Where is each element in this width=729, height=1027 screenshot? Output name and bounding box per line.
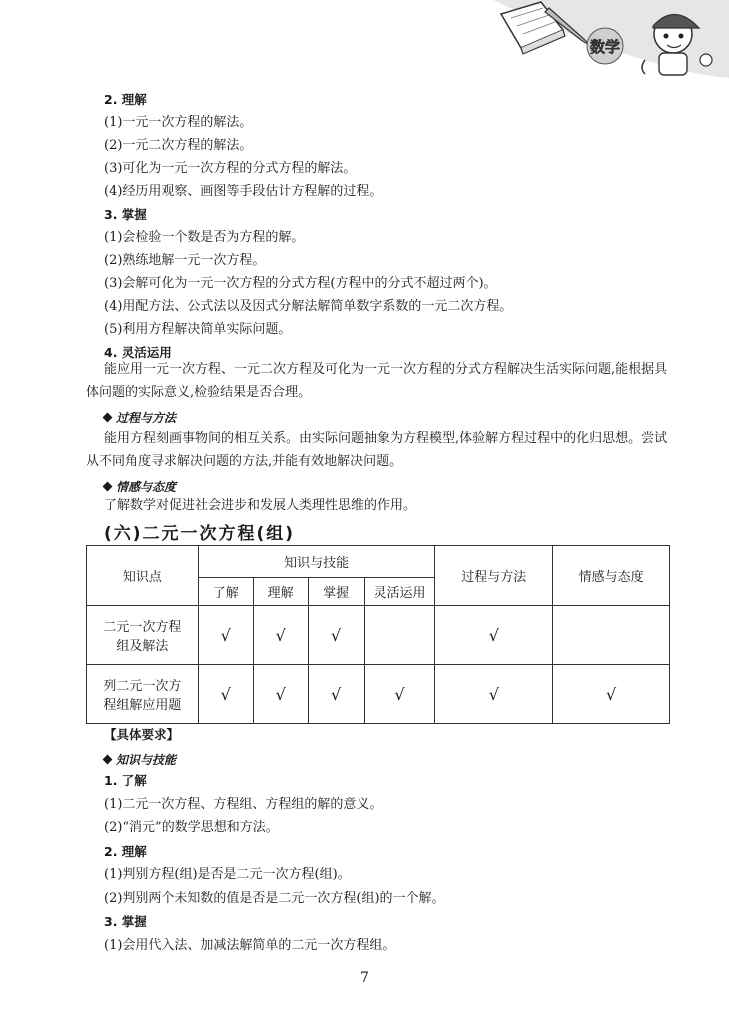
section-subtitle: (六)二元一次方程(组)	[104, 524, 296, 544]
list-item: (1)二元一次方程、方程组、方程组的解的意义。	[104, 796, 383, 812]
list-heading: 1. 了解	[104, 773, 147, 788]
subheader-master: 掌握	[308, 578, 364, 606]
requirements-table	[86, 545, 670, 724]
specific-requirements-label: 【具体要求】	[104, 727, 180, 742]
check-cell	[553, 606, 670, 665]
check-cell: √	[364, 665, 435, 724]
paragraph-process: 能用方程刻画事物间的相互关系。由实际问题抽象为方程模型,体验解方程过程中的化归思想。尝试从不同角度寻求解决问题的方法,并能有效地解决问题。	[86, 431, 668, 469]
list-item: (2)“消元”的数学思想和方法。	[104, 820, 279, 835]
list-heading: 2. 理解	[104, 92, 147, 107]
table-row	[87, 665, 670, 724]
diamond-bullet-icon	[103, 413, 113, 423]
list-item: (3)会解可化为一元一次方程的分式方程(方程中的分式不超过两个)。	[104, 276, 497, 291]
list-item: (1)会用代入法、加减法解简单的二元一次方程组。	[104, 937, 396, 953]
list-item: (2)熟练地解一元一次方程。	[104, 253, 266, 268]
subject-label: 数学	[589, 38, 621, 56]
row-name: 列二元一次方程组解应用题	[87, 665, 199, 724]
check-cell: √	[435, 606, 553, 665]
list-item: (1)判别方程(组)是否是二元一次方程(组)。	[104, 867, 351, 882]
check-cell: √	[308, 665, 364, 724]
list-heading: 3. 掌握	[104, 914, 147, 929]
list-item: (4)用配方法、公式法以及因式分解法解简单数字系数的一元二次方程。	[104, 299, 513, 314]
paragraph-flexible-use: 能应用一元一次方程、一元二次方程及可化为一元一次方程的分式方程解决生活实际问题,能根据具体问题的实际意义,检验结果是否合理。	[86, 362, 668, 400]
list-heading: 3. 掌握	[104, 207, 147, 222]
diamond-bullet-icon	[103, 482, 113, 492]
check-cell: √	[435, 665, 553, 724]
subheader-comprehend: 理解	[253, 578, 308, 606]
list-heading: 4. 灵活运用	[104, 345, 172, 360]
diamond-bullet-icon	[103, 755, 113, 765]
table-row	[87, 606, 670, 665]
subheader-understand: 了解	[198, 578, 253, 606]
row-name: 二元一次方程组及解法	[87, 606, 199, 665]
check-cell: √	[308, 606, 364, 665]
header-knowledge-point: 知识点	[87, 546, 199, 606]
header-attitude: 情感与态度	[553, 546, 670, 606]
list-item: (5)利用方程解决简单实际问题。	[104, 322, 292, 337]
list-item: (1)一元一次方程的解法。	[104, 115, 253, 130]
header-process: 过程与方法	[435, 546, 553, 606]
check-cell: √	[553, 665, 670, 724]
list-item: (2)判别两个未知数的值是否是二元一次方程(组)的一个解。	[104, 890, 445, 906]
check-cell: √	[253, 665, 308, 724]
page-number: 7	[360, 970, 369, 986]
list-item: (4)经历用观察、画图等手段估计方程解的过程。	[104, 184, 383, 199]
header-knowledge-skill: 知识与技能	[198, 546, 435, 578]
check-cell: √	[253, 606, 308, 665]
section-heading-process: 过程与方法	[104, 409, 176, 426]
paragraph-attitude: 了解数学对促进社会进步和发展人类理性思维的作用。	[104, 498, 417, 513]
check-cell: √	[198, 665, 253, 724]
header-decoration	[493, 0, 729, 78]
list-heading: 2. 理解	[104, 843, 147, 859]
list-item: (2)一元二次方程的解法。	[104, 138, 253, 153]
check-cell: √	[198, 606, 253, 665]
check-cell	[364, 606, 435, 665]
list-item: (3)可化为一元一次方程的分式方程的解法。	[104, 161, 357, 176]
section-heading-knowledge: 知识与技能	[104, 751, 176, 768]
section-heading-attitude: 情感与态度	[104, 478, 176, 495]
list-item: (1)会检验一个数是否为方程的解。	[104, 230, 305, 245]
subheader-flexible-use: 灵活运用	[364, 578, 435, 606]
